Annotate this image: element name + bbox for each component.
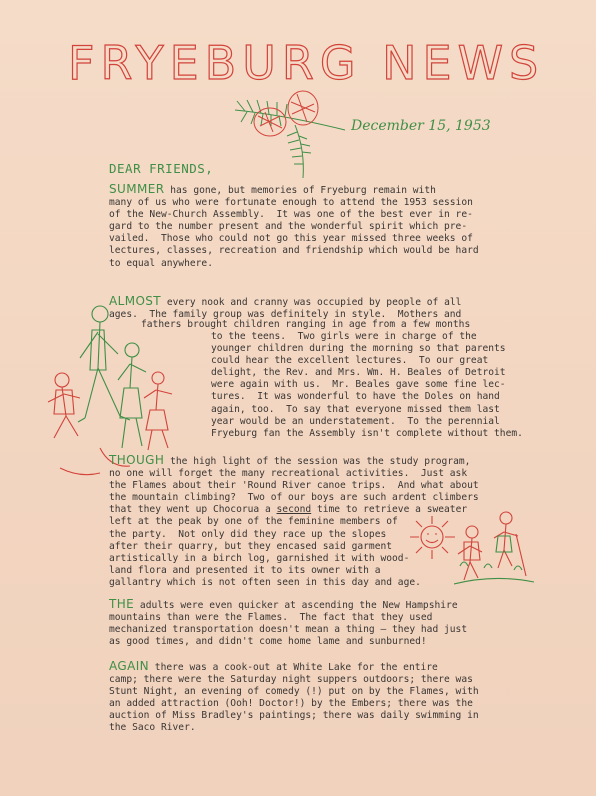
lead-word: THE (109, 597, 135, 611)
pine-branch-icon (225, 70, 365, 180)
lead-word: ALMOST (109, 294, 162, 308)
lead-word: THOUGH (109, 453, 165, 467)
masthead-title: FRYEBURG NEWS (68, 36, 545, 90)
paragraph-though: THOUGH the high light of the session was the study program, no one will forget the many recreational activities. Just ask the Flames about their 'Round River canoe trips. And what about the mountain climbing? Two of our boys are such ardent climbers that they went up Chocorua a second time to retrieve a sweater left at the peak by one of the feminine members of the party. Not only did they race up the slopes after their quarry, but they encased said garment artistically in a birch log, garnished it with wood- land flora and presented it to its owner with a gallantry which is not often seen in this day and age. (109, 453, 479, 588)
paragraph-again: AGAIN there was a cook-out at White Lake for the entire camp; there were the Saturday night suppers outdoors; there was Stunt Night, an evening of comedy (!) put on by the Flames, with an added attraction (Ooh! Doctor!) by the Embers; there was the auction of Miss Bradley's paintings; there was daily swimming in the Saco River. (109, 659, 479, 734)
paragraph-almost-cont: fathers brought children ranging in age from a few months (141, 319, 471, 330)
paragraph-the: THE adults were even quicker at ascending the New Hampshire mountains than were the Flames. The fact that they used mechanized transportation doesn't mean a thing — they had just as good times, and didn't come home lame and sunburned! (109, 597, 468, 648)
hikers-icon (454, 506, 534, 586)
greeting: DEAR FRIENDS, (109, 161, 214, 176)
lead-word: SUMMER (109, 182, 165, 196)
paragraph-almost-wrap: to the teens. Two girls were in charge of the younger children during the morning so that parents could hear the excellent lectures. To our great delight, the Rev. and Mrs. Wm. H. Beales of Detroit were again with us. Mr. Beales gave some fine lec- tures. It was wonderful to have the Doles on hand again, too. To say that everyone missed them last year would be an understatement. To the perennial Fryeburg fan the Assembly isn't complete without them. (211, 331, 523, 439)
paragraph-almost: ALMOST every nook and cranny was occupied by people of all ages. The family group was definitely in style. Mothers and (109, 294, 462, 321)
sun-icon (404, 512, 460, 562)
paragraph-summer: SUMMER has gone, but memories of Fryeburg remain with many of us who were fortunate enough to attend the 1953 session of the New-Church Assembly. It was one of the best ever in re- gard to the number present and the wonderful spirit which pre- vailed. Those who could not go this year missed three weeks of lectures, classes, recreation and friendship which would be hard to equal anywhere. (109, 182, 479, 269)
lead-word: AGAIN (109, 659, 150, 673)
issue-date: December 15, 1953 (351, 118, 491, 134)
